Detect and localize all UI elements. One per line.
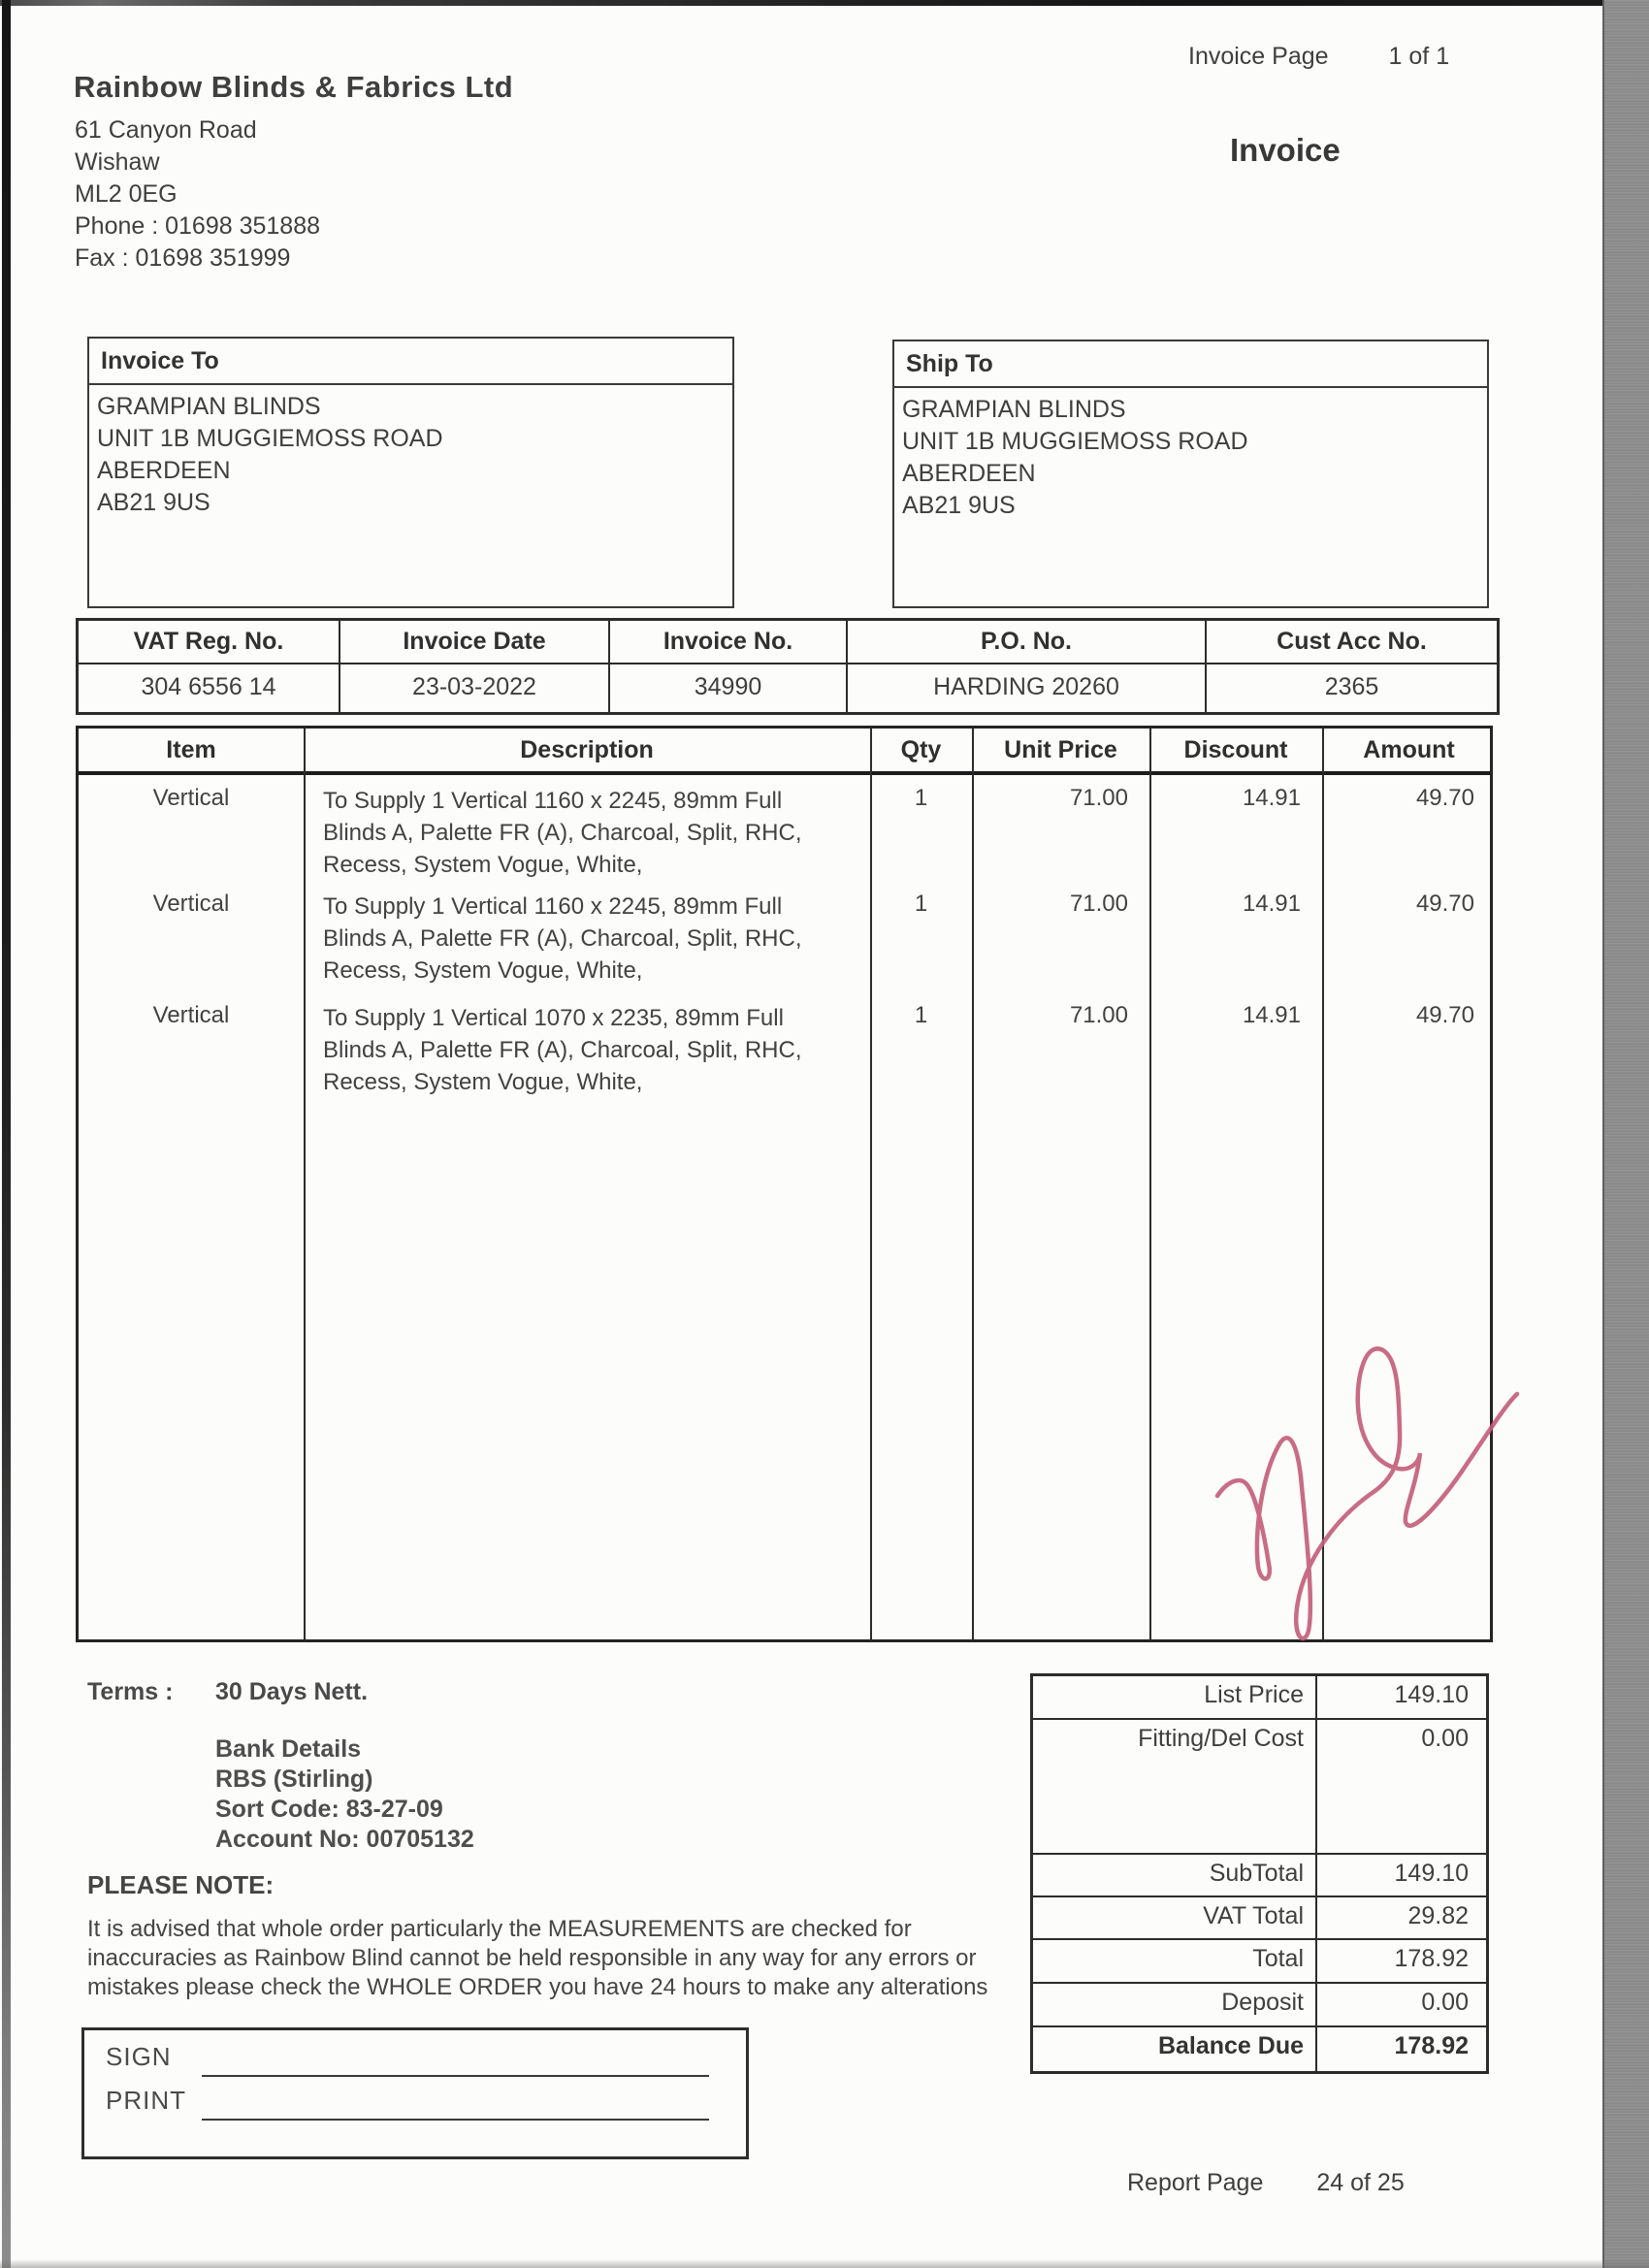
- ship-to-line: ABERDEEN: [902, 460, 1036, 487]
- total-value: 149.10: [1394, 1860, 1469, 1887]
- items-header-row: [79, 729, 1490, 775]
- item-amount: 49.70: [1415, 1002, 1474, 1028]
- scan-edge-bottom: [0, 2259, 1649, 2268]
- ship-to-box: [892, 340, 1489, 608]
- total-label: List Price: [1033, 1676, 1317, 1718]
- items-header-amount: Amount: [1363, 736, 1455, 763]
- items-header-description: Description: [520, 736, 654, 763]
- address-line: Fax : 01698 351999: [75, 244, 291, 272]
- print-label: PRINT: [106, 2086, 186, 2115]
- total-label: SubTotal: [1033, 1855, 1317, 1895]
- item-qty: 1: [914, 785, 928, 811]
- total-label: Total: [1033, 1940, 1317, 1982]
- handwritten-signature-mark: [1193, 1290, 1542, 1659]
- items-header-discount: Discount: [1183, 736, 1288, 763]
- invoice-to-title: Invoice To: [89, 339, 732, 385]
- print-line: [202, 2119, 709, 2121]
- bank-details-line: Bank Details: [215, 1735, 362, 1763]
- meta-value-vat: 304 6556 14: [79, 664, 340, 712]
- item-amount: 49.70: [1415, 891, 1474, 917]
- column-divider: [1149, 729, 1151, 1639]
- invoice-page-label: Invoice Page: [1188, 43, 1329, 70]
- column-divider: [870, 729, 872, 1639]
- description-line: Recess, System Vogue, White,: [323, 852, 643, 878]
- item-description: [304, 891, 870, 987]
- meta-header-row: [79, 621, 1497, 664]
- totals-table: [1030, 1673, 1489, 2074]
- total-value: 0.00: [1421, 1725, 1469, 1752]
- address-line: Wishaw: [75, 148, 160, 176]
- items-header-unit-price: Unit Price: [1004, 736, 1117, 763]
- total-label: VAT Total: [1033, 1897, 1317, 1938]
- meta-value-cust-acc: 2365: [1324, 673, 1379, 700]
- meta-header-po: P.O. No.: [848, 621, 1207, 664]
- report-page-label: Report Page: [1127, 2169, 1264, 2196]
- total-label: Deposit: [1033, 1984, 1317, 2025]
- ship-to-line: GRAMPIAN BLINDS: [902, 396, 1126, 423]
- signature-stroke: [1217, 1348, 1517, 1638]
- item-unit-price: 71.00: [1069, 891, 1128, 917]
- meta-header-invoice-no: Invoice No.: [610, 621, 848, 664]
- item-unit-price: 71.00: [1069, 1002, 1128, 1028]
- note-line: mistakes please check the WHOLE ORDER you have 24 hours to make any alterations: [87, 1974, 988, 2000]
- table-row: [79, 891, 1490, 987]
- item-qty: 1: [914, 1002, 928, 1028]
- table-row: [79, 1002, 1490, 1098]
- scan-edge-left: [2, 0, 11, 2268]
- description-line: Recess, System Vogue, White,: [323, 957, 643, 984]
- total-row-balance-due: [1033, 2027, 1486, 2071]
- company-address: [75, 114, 320, 275]
- total-row-deposit: [1033, 1984, 1486, 2027]
- scan-edge-right: [1602, 0, 1649, 2268]
- description-line: Blinds A, Palette FR (A), Charcoal, Split, RHC,: [323, 1037, 802, 1063]
- ship-to-address: [894, 388, 1487, 522]
- invoice-to-line: UNIT 1B MUGGIEMOSS ROAD: [97, 425, 443, 452]
- item-discount: 14.91: [1242, 785, 1301, 811]
- item-description: [304, 1002, 870, 1098]
- item-type: Vertical: [152, 1002, 230, 1028]
- meta-value-date: 23-03-2022: [340, 664, 610, 712]
- item-type: Vertical: [152, 891, 230, 917]
- column-divider: [972, 729, 974, 1639]
- terms-label: Terms :: [87, 1678, 174, 1705]
- scan-edge-top: [0, 0, 1649, 6]
- total-row-vat-total: [1033, 1897, 1486, 1940]
- meta-value-row: [79, 664, 1497, 712]
- description-line: To Supply 1 Vertical 1160 x 2245, 89mm Full: [323, 788, 783, 814]
- report-page-indicator: [1127, 2169, 1405, 2197]
- column-divider: [304, 729, 306, 1639]
- description-line: To Supply 1 Vertical 1070 x 2235, 89mm Full: [323, 1005, 784, 1031]
- meta-value-po: HARDING 20260: [848, 664, 1207, 712]
- bank-details-line: Sort Code: 83-27-09: [215, 1796, 443, 1823]
- address-line: ML2 0EG: [75, 180, 178, 208]
- invoice-to-box: [87, 337, 734, 608]
- total-row-total: [1033, 1940, 1486, 1984]
- sign-label: SIGN: [106, 2042, 172, 2071]
- ship-to-line: AB21 9US: [902, 492, 1016, 519]
- report-page-value: 24 of 25: [1316, 2169, 1405, 2196]
- invoice-to-address: [89, 385, 732, 519]
- please-note-paragraph: [87, 1915, 987, 2002]
- meta-header-cust-acc: Cust Acc No.: [1207, 621, 1497, 664]
- document-title: Invoice: [1230, 132, 1341, 168]
- total-label: Fitting/Del Cost: [1033, 1720, 1317, 1853]
- items-header-qty: Qty: [900, 736, 942, 763]
- bank-details-line: RBS (Stirling): [215, 1766, 373, 1793]
- item-qty: 1: [914, 891, 928, 917]
- description-line: Blinds A, Palette FR (A), Charcoal, Split, RHC,: [323, 925, 802, 952]
- invoice-meta-table: [76, 618, 1500, 715]
- total-value: 29.82: [1407, 1902, 1469, 1929]
- item-discount: 14.91: [1242, 891, 1301, 917]
- total-row-list-price: [1033, 1676, 1486, 1720]
- item-amount: 49.70: [1415, 785, 1474, 811]
- total-value: 149.10: [1394, 1681, 1469, 1708]
- sign-line: [202, 2075, 709, 2077]
- bank-details-line: Account No: 00705132: [215, 1826, 474, 1853]
- total-value: 178.92: [1394, 1945, 1469, 1972]
- item-description: [304, 785, 870, 881]
- items-header-item: Item: [166, 736, 216, 763]
- description-line: To Supply 1 Vertical 1160 x 2245, 89mm Full: [323, 893, 783, 920]
- company-name: Rainbow Blinds & Fabrics Ltd: [74, 70, 514, 104]
- meta-header-vat: VAT Reg. No.: [79, 621, 340, 664]
- address-line: Phone : 01698 351888: [75, 212, 321, 240]
- bank-details: [215, 1734, 474, 1855]
- meta-header-date: Invoice Date: [340, 621, 610, 664]
- address-line: 61 Canyon Road: [75, 116, 257, 144]
- description-line: Blinds A, Palette FR (A), Charcoal, Split, RHC,: [323, 820, 802, 846]
- invoice-page-indicator: [1188, 43, 1449, 71]
- item-discount: 14.91: [1242, 1002, 1301, 1028]
- note-line: It is advised that whole order particularly the MEASUREMENTS are checked for: [87, 1916, 912, 1942]
- total-value: 0.00: [1421, 1989, 1469, 2016]
- invoice-to-line: GRAMPIAN BLINDS: [97, 393, 321, 420]
- total-label: Balance Due: [1033, 2027, 1317, 2071]
- total-row-fitting-del-cost: [1033, 1720, 1486, 1855]
- invoice-to-line: AB21 9US: [97, 489, 210, 516]
- signature-box: [81, 2027, 749, 2159]
- ship-to-line: UNIT 1B MUGGIEMOSS ROAD: [902, 428, 1248, 455]
- item-type: Vertical: [152, 785, 230, 811]
- meta-value-invoice-no: 34990: [610, 664, 848, 712]
- item-unit-price: 71.00: [1069, 785, 1128, 811]
- please-note-title: PLEASE NOTE:: [87, 1870, 275, 1899]
- total-value: 178.92: [1394, 2032, 1469, 2059]
- invoice-to-line: ABERDEEN: [97, 457, 231, 484]
- total-row-subtotal: [1033, 1855, 1486, 1897]
- note-line: inaccuracies as Rainbow Blind cannot be held responsible in any way for any errors or: [87, 1945, 977, 1971]
- terms-row: [87, 1678, 369, 1706]
- ship-to-title: Ship To: [894, 341, 1487, 388]
- description-line: Recess, System Vogue, White,: [323, 1069, 643, 1095]
- terms-value: 30 Days Nett.: [215, 1678, 369, 1705]
- table-row: [79, 785, 1490, 881]
- invoice-page-value: 1 of 1: [1388, 43, 1450, 70]
